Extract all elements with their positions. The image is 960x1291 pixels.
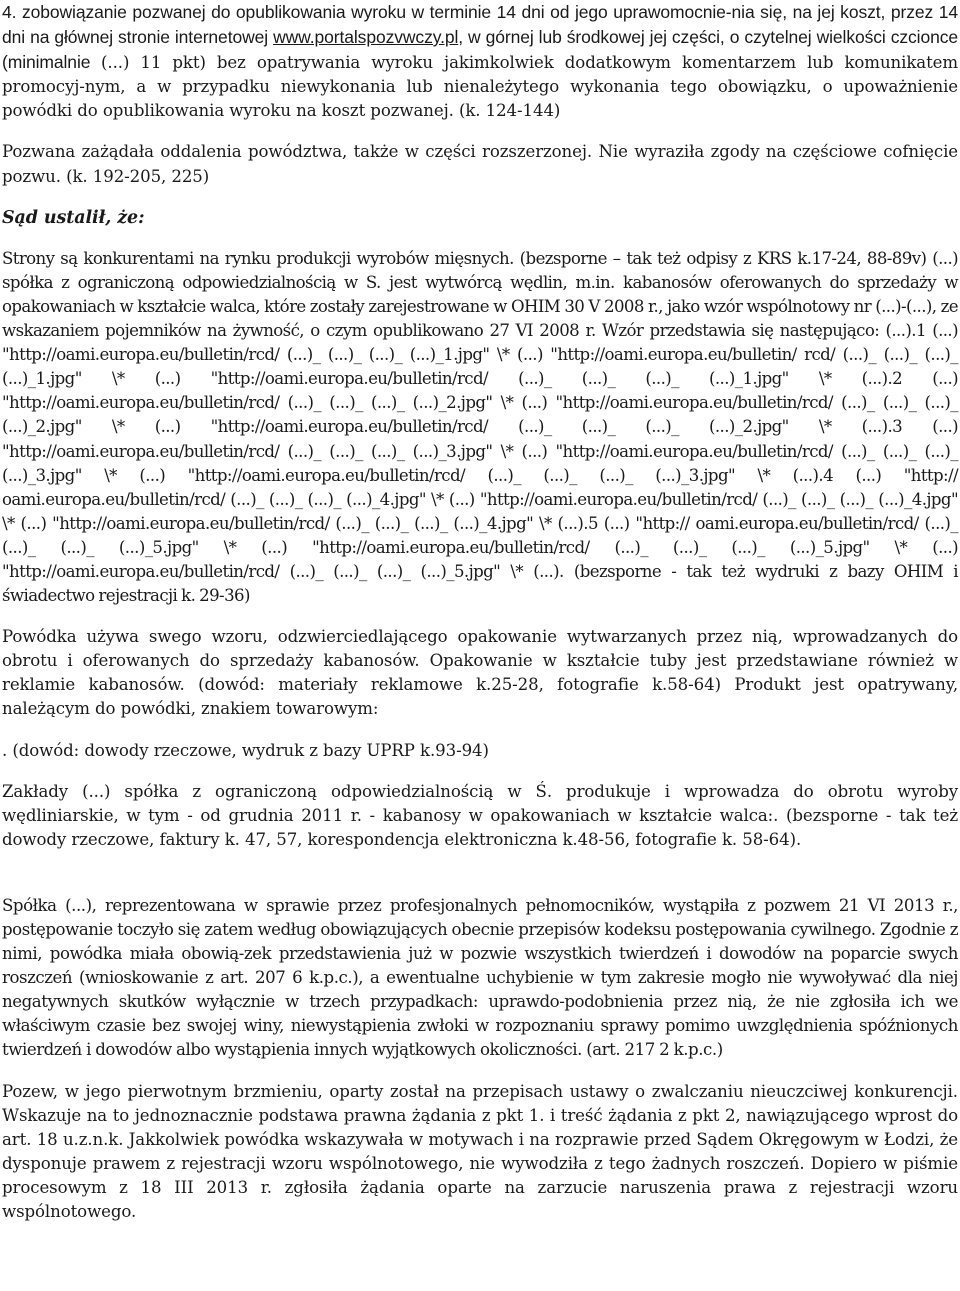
spacer [2, 123, 958, 140]
spacer [2, 763, 958, 780]
spacer [2, 230, 958, 247]
spacer [2, 852, 958, 894]
portal-link[interactable]: www.portalspozvwczy.pl [273, 27, 459, 48]
spacer [2, 722, 958, 739]
paragraph-procedure: Spółka (...), reprezentowana w sprawie przez profesjonalnych pełnomocników, wystąpiła z pozwem 21 VI 2013 r., postępowanie toczyło się zatem według obowiązujących obecnie przepisów kodeksu postępowania cywilnego. Zgodnie z nimi, powódka miała obowią-zek przedstawienia już w pozwie wszystkich twierdzeń i dowodów na poparcie swych roszczeń (wnioskowanie z art. 207 6 k.p.c.), a ewentualne uchybienie w tym zakresie mogło nie wywoływać dla niej negatywnych skutków wyłącznie w trzech przypadkach: uprawdo-podobnienia przez nią, że nie zgłosiła ich we właściwym czasie bez swojej winy, niewystąpienia zwłoki w rozpoznaniu sprawy pomimo uwzględnienia spóźnionych twierdzeń i dowodów albo wystąpienia innych wyjątkowych okoliczności. (art. 217 2 k.p.c.) [2, 895, 958, 1060]
paragraph-plaintiff-design: Powódka używa swego wzoru, odzwierciedlającego opakowanie wytwarzanych przez nią, wprowadzanych do obrotu i oferowanych do sprzedaży kabanosów. Opakowanie w kształcie tuby jest przedstawiane również w reklamie kabanosów. (dowód: materiały reklamowe k.25-28, fotografie k.58-64) Produkt jest opatrywany, należącym do powódki, znakiem towarowym: [2, 627, 958, 719]
paragraph-defendant-products: Zakłady (...) spółka z ograniczoną odpowiedzialnością w Ś. produkuje i wprowadza do obrotu wyroby wędliniarskie, w tym - od grudnia 2011 r. - kabanosy w opakowaniach w kształcie walca:. (bezsporne - tak też dowody rzeczowe, faktury k. 47, 57, korespondencja elektroniczna k.48-56, fotografie k. 58-64). [2, 781, 958, 849]
paragraph-claim-4-rest: (...) 11 pkt) bez opatrywania wyroku jakimkolwiek dodatkowym komentarzem lub komunikatem promocyj-nym, a w przypadku niewykonania lub nienależytego wykonania tego obowiązku, o upoważnienie powódki do opublikowania wyroku na koszt pozwanej. (k. 124-144) [2, 53, 958, 121]
paragraph-defendant-response: Pozwana zażądała oddalenia powództwa, także w części rozszerzonej. Nie wyraziła zgody na częściowe cofnięcie pozwu. (k. 192-205, 225) [2, 142, 958, 186]
spacer [2, 1063, 958, 1080]
paragraph-claim-4-prefix: 4. zobowiązanie pozwanej do opublikowania wyroku w terminie 14 dni od jego uprawomocnie-nia się, na jej koszt, przez 14 dni na głównej stronie internetowej [2, 2, 958, 48]
section-heading: Sąd ustalił, że: [2, 207, 145, 228]
spacer [2, 189, 958, 206]
spacer [2, 608, 958, 625]
paragraph-claim-4-middle: , w górnej lub środkowej jej części, o czytelnej wielkości czcionce (minimalnie [2, 27, 958, 73]
paragraph-claim-basis: Pozew, w jego pierwotnym brzmieniu, oparty został na przepisach ustawy o zwalczaniu nieuczciwej konkurencji. Wskazuje na to jednoznacznie podstawa prawna żądania z pkt 1. i treść żądania z pkt 2, nawiązującego wprost do art. 18 u.z.n.k. Jakkolwiek powódka wskazywała w motywach i na rozprawie przed Sądem Okręgowym w Łodzi, że dysponuje prawem z rejestracji wzoru wspólnotowego, nie wywodziła z tego żadnych roszczeń. Dopiero w piśmie procesowym z 18 III 2013 r. zgłosiła żądania oparte na zarzucie naruszenia prawa z rejestracji wzoru wspólnotowego. [2, 1081, 958, 1222]
paragraph-findings: Strony są konkurentami na rynku produkcji wyrobów mięsnych. (bezsporne – tak też odpisy z KRS k.17-24, 88-89v) (...) spółka z ograniczoną odpowiedzialnością w S. jest wytwórcą wędlin, m.in. kabanosów oferowanych do sprzedaży w opakowaniach w kształcie walca, które zostały zarejestrowane w OHIM 30 V 2008 r., jako wzór wspólnotowy nr (...)-(...), ze wskazaniem pojemników na żywność, o czym opublikowano 27 VI 2008 r. Wzór przedstawia się następująco: (...).1 (...) "http://oami.europa.eu/bulletin/rcd/ (...)_ (...)_ (...)_ (...)_1.jpg" \* (...) "http://oami.europa.eu/bulletin/ rcd/ (...)_ (...)_ (...)_ (...)_1.jpg" \* (...) "http://oami.europa.eu/bulletin/rcd/ (...)_ (...)_ (...)_ (...)_1.jpg" \* (...).2 (...) "http://oami.europa.eu/bulletin/rcd/ (...)_ (...)_ (...)_ (...)_2.jpg" \* (...) "http://oami.europa.eu/bulletin/rcd/ (...)_ (...)_ (...)_ (...)_2.jpg" \* (...) "http://oami.europa.eu/bulletin/rcd/ (...)_ (...)_ (...)_ (...)_2.jpg" \* (...).3 (...) "http://oami.europa.eu/bulletin/rcd/ (...)_ (...)_ (...)_ (...)_3.jpg" \* (...) "http://oami.europa.eu/bulletin/rcd/ (...)_ (...)_ (...)_ (...)_3.jpg" \* (...) "http://oami.europa.eu/bulletin/rcd/ (...)_ (...)_ (...)_ (...)_3.jpg" \* (...).4 (...) "http:// oami.europa.eu/bulletin/rcd/ (...)_ (...)_ (...)_ (...)_4.jpg" \* (...) "http://oami.europa.eu/bulletin/rcd/ (...)_ (...)_ (...)_ (...)_4.jpg" \* (...) "http://oami.europa.eu/bulletin/rcd/ (...)_ (...)_ (...)_ (...)_4.jpg" \* (...).5 (...) "http:// oami.europa.eu/bulletin/rcd/ (...)_ (...)_ (...)_ (...)_5.jpg" \* (...) "http://oami.europa.eu/bulletin/rcd/ (...)_ (...)_ (...)_ (...)_5.jpg" \* (...) "http://oami.europa.eu/bulletin/rcd/ (...)_ (...)_ (...)_ (...)_5.jpg" \* (...). (bezsporne - tak też wydruki z bazy OHIM i świadectwo rejestracji k. 29-36) [2, 248, 958, 606]
paragraph-evidence: . (dowód: dowody rzeczowe, wydruk z bazy UPRP k.93-94) [2, 740, 489, 760]
paragraph-claim-4 [2, 0, 958, 123]
